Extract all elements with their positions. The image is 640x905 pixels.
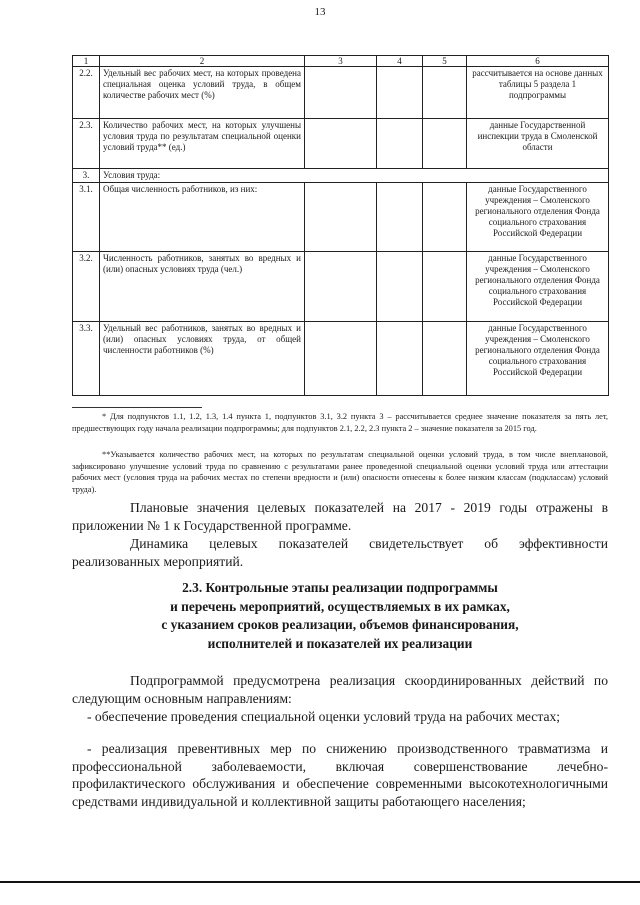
row-number: 3.2. [73,252,100,322]
value-cell [377,119,423,169]
value-cell [377,67,423,119]
body-paragraph: Динамика целевых показателей свидетельствует об эффективности реализованных мероприятий. [72,536,608,569]
footnote: **Указывается количество рабочих мест, на которых по результатам специальной оценки условий труда, в том числе внеплановой, зафиксировано улучшение условий труда по сравнению с результатами ранее проведенной специальной оценки условий труда или аттестации рабочих мест (условия труда на рабочих местах по степени вредности и (или) опасности отнесены к более низким классам (подклассам) условий труда). [72,450,608,494]
source-cell: данные Государственной инспекции труда в Смоленской области [467,119,609,169]
value-cell [423,119,467,169]
page-number: 13 [314,6,326,18]
heading-line: с указанием сроков реализации, объемов финансирования, [161,617,519,632]
heading-line: исполнителей и показателей их реализации [207,635,473,651]
value-cell [423,183,467,252]
row-number: 3.1. [73,183,100,252]
table-row [73,252,609,322]
value-cell [423,252,467,322]
section-title: Условия труда: [100,169,609,183]
value-cell [377,322,423,396]
table-row [73,67,609,119]
list-item: - реализация превентивных мер по снижению производственного травматизма и профессиональной заболеваемости, включая совершенствование лечебно-профилактического обслуживания и обеспечение современными высокотехнологичными средствами индивидуальной и коллективной защиты работающего населения; [72,741,608,809]
source-cell: данные Государственного учреждения – Смоленского регионального отделения Фонда социального страхования Российской Федерации [467,322,609,396]
value-cell [423,67,467,119]
row-number: 2.3. [73,119,100,169]
row-number: 3. [73,169,100,183]
table-row [73,183,609,252]
value-cell [305,67,377,119]
indicator-cell: Удельный вес рабочих мест, на которых проведена специальная оценка условий труда, в общем количестве рабочих мест (%) [100,67,305,119]
header-cell: 1 [73,56,100,67]
value-cell [305,183,377,252]
value-cell [305,119,377,169]
source-cell: данные Государственного учреждения – Смоленского регионального отделения Фонда социального страхования Российской Федерации [467,252,609,322]
value-cell [377,252,423,322]
list-item: - обеспечение проведения специальной оценки условий труда на рабочих местах; [87,709,561,724]
header-cell: 6 [467,56,609,67]
source-cell: данные Государственного учреждения – Смоленского регионального отделения Фонда социального страхования Российской Федерации [467,183,609,252]
table-header-row [73,56,609,67]
value-cell [423,322,467,396]
heading-line: 2.3. Контрольные этапы реализации подпрограммы [182,580,498,595]
value-cell [377,183,423,252]
body-paragraph: Подпрограммой предусмотрена реализация скоординированных действий по следующим основным направлениям: [72,673,608,706]
table-row [73,119,609,169]
header-cell: 2 [100,56,305,67]
row-number: 3.3. [73,322,100,396]
header-cell: 4 [377,56,423,67]
footnote: * Для подпунктов 1.1, 1.2, 1.3, 1.4 пункта 1, подпунктов 3.1, 3.2 пункта 3 – рассчитывается среднее значение показателя за пять лет, предшествующих году начала реализации подпрограммы; для подпунктов 2.1, 2.2, 2.3 пункта 2 – значение показателя за 2015 год. [72,412,608,433]
row-number: 2.2. [73,67,100,119]
indicator-cell: Общая численность работников, из них: [100,183,305,252]
indicators-table [72,55,609,396]
footnote-divider [72,407,202,408]
heading-line: и перечень мероприятий, осуществляемых в их рамках, [170,598,510,614]
source-cell: рассчитывается на основе данных таблицы 5 раздела 1 подпрограммы [467,67,609,119]
body-paragraph: Плановые значения целевых показателей на 2017 - 2019 годы отражены в приложении № 1 к Государственной программе. [72,500,608,533]
section-heading [72,579,608,653]
table-row [73,322,609,396]
header-cell: 5 [423,56,467,67]
value-cell [305,252,377,322]
indicator-cell: Количество рабочих мест, на которых улучшены условия труда по результатам специальной оценки условий труда** (ед.) [100,119,305,169]
bottom-border [0,881,640,883]
table-section-row [73,169,609,183]
header-cell: 3 [305,56,377,67]
value-cell [305,322,377,396]
indicator-cell: Удельный вес работников, занятых во вредных и (или) опасных условиях труда, от общей численности работников (%) [100,322,305,396]
indicator-cell: Численность работников, занятых во вредных и (или) опасных условиях труда (чел.) [100,252,305,322]
